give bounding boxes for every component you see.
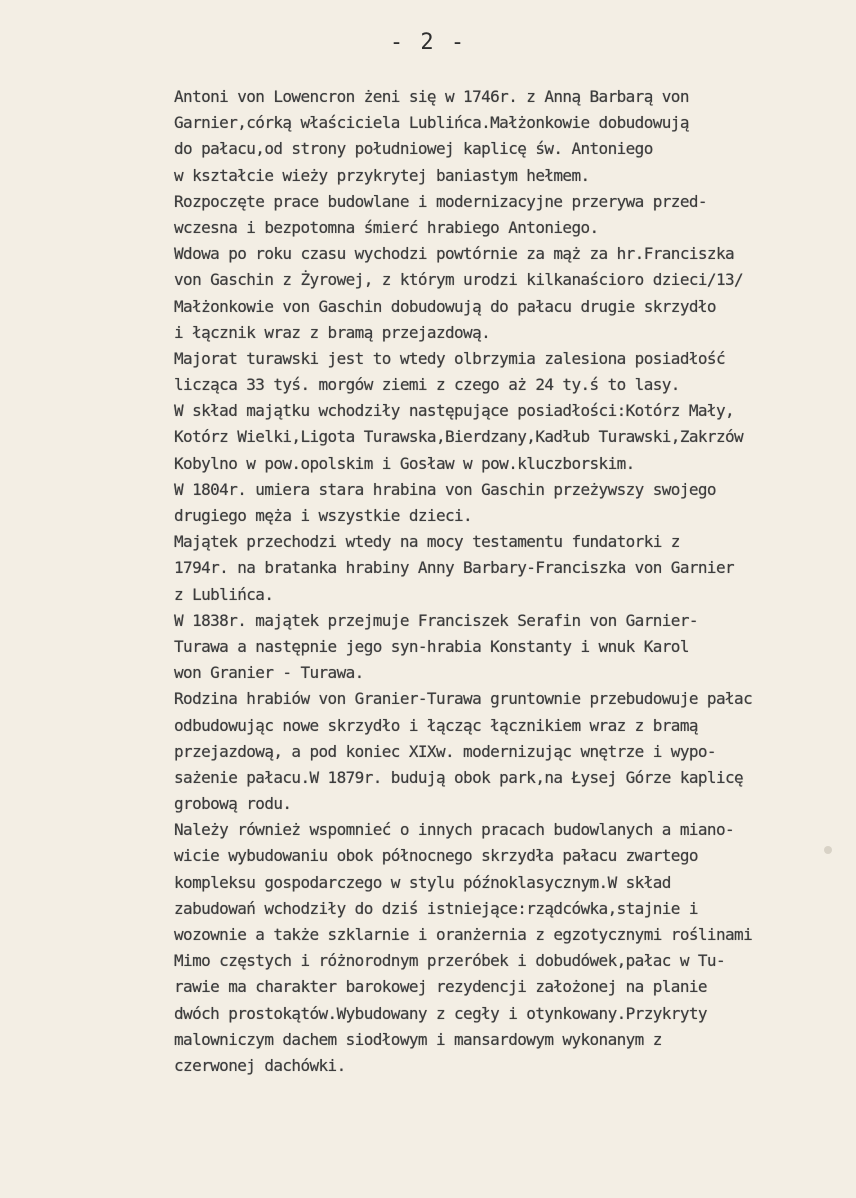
text-line: von Gaschin z Żyrowej, z którym urodzi kilkanaścioro dzieci/13/ bbox=[174, 270, 744, 290]
text-line: Mimo częstych i różnorodnym przeróbek i dobudówek,pałac w Tu- bbox=[174, 951, 726, 971]
text-line: zabudowań wchodziły do dziś istniejące:rządcówka,stajnie i bbox=[174, 898, 698, 918]
text-line: wicie wybudowaniu obok północnego skrzydła pałacu zwartego bbox=[174, 846, 698, 866]
text-line: Rozpoczęte prace budowlane i modernizacyjne przerywa przed- bbox=[174, 191, 707, 211]
text-line: rawie ma charakter barokowej rezydencji założonej na planie bbox=[174, 977, 707, 997]
text-line: i łącznik wraz z bramą przejazdową. bbox=[174, 322, 491, 342]
text-line: czerwonej dachówki. bbox=[174, 1055, 346, 1075]
text-line: Turawa a następnie jego syn-hrabia Konstanty i wnuk Karol bbox=[174, 636, 689, 656]
text-line: malowniczym dachem siodłowym i mansardowym wykonanym z bbox=[174, 1029, 662, 1049]
text-line: W skład majątku wchodziły następujące posiadłości:Kotórz Mały, bbox=[174, 401, 735, 421]
text-line: licząca 33 tyś. morgów ziemi z czego aż 24 ty.ś to lasy. bbox=[174, 375, 680, 395]
text-line: Kobylno w pow.opolskim i Gosław w pow.kluczborskim. bbox=[174, 453, 635, 473]
typescript-body bbox=[174, 84, 856, 1079]
text-line: w kształcie wieży przykrytej baniastym hełmem. bbox=[174, 165, 590, 185]
text-line: przejazdową, a pod koniec XIXw. modernizując wnętrze i wypo- bbox=[174, 741, 716, 761]
text-line: grobową rodu. bbox=[174, 794, 292, 814]
text-line: Majorat turawski jest to wtedy olbrzymia zalesiona posiadłość bbox=[174, 348, 726, 368]
text-line: Wdowa po roku czasu wychodzi powtórnie za mąż za hr.Franciszka bbox=[174, 244, 735, 264]
text-line: sażenie pałacu.W 1879r. budują obok park,na Łysej Górze kaplicę bbox=[174, 767, 744, 787]
text-line: drugiego męża i wszystkie dzieci. bbox=[174, 506, 473, 525]
text-line: z Lublińca. bbox=[174, 584, 274, 604]
text-line: Należy również wspomnieć o innych pracach budowlanych a miano- bbox=[174, 820, 735, 840]
text-line: Małżonkowie von Gaschin dobudowują do pałacu drugie skrzydło bbox=[174, 296, 716, 316]
text-line: Kotórz Wielki,Ligota Turawska,Bierdzany,Kadłub Turawski,Zakrzów bbox=[174, 427, 744, 447]
text-line: Majątek przechodzi wtedy na mocy testamentu fundatorki z bbox=[174, 532, 680, 552]
text-line: W 1804r. umiera stara hrabina von Gaschin przeżywszy swojego bbox=[174, 479, 716, 499]
text-line: wczesna i bezpotomna śmierć hrabiego Antoniego. bbox=[174, 217, 599, 237]
text-line: odbudowując nowe skrzydło i łącząc łącznikiem wraz z bramą bbox=[174, 715, 698, 735]
text-line: Antoni von Lowencron żeni się w 1746r. z Anną Barbarą von bbox=[174, 87, 689, 106]
text-line: dwóch prostokątów.Wybudowany z cegły i otynkowany.Przykryty bbox=[174, 1003, 707, 1023]
text-line: do pałacu,od strony południowej kaplicę św. Antoniego bbox=[174, 139, 653, 159]
page-number: - 2 - bbox=[389, 30, 467, 55]
text-line: Rodzina hrabiów von Granier-Turawa gruntownie przebudowuje pałac bbox=[174, 689, 753, 709]
text-line: kompleksu gospodarczego w stylu późnoklasycznym.W skład bbox=[174, 872, 671, 892]
text-line: 1794r. na bratanka hrabiny Anny Barbary-Franciszka von Garnier bbox=[174, 558, 735, 578]
text-line: won Granier - Turawa. bbox=[174, 663, 364, 683]
text-line: Garnier,córką właściciela Lublińca.Małżonkowie dobudowują bbox=[174, 113, 689, 133]
text-line: wozownie a także szklarnie i oranżernia z egzotycznymi roślinami bbox=[174, 925, 753, 944]
text-line: W 1838r. majątek przejmuje Franciszek Serafin von Garnier- bbox=[174, 610, 698, 630]
